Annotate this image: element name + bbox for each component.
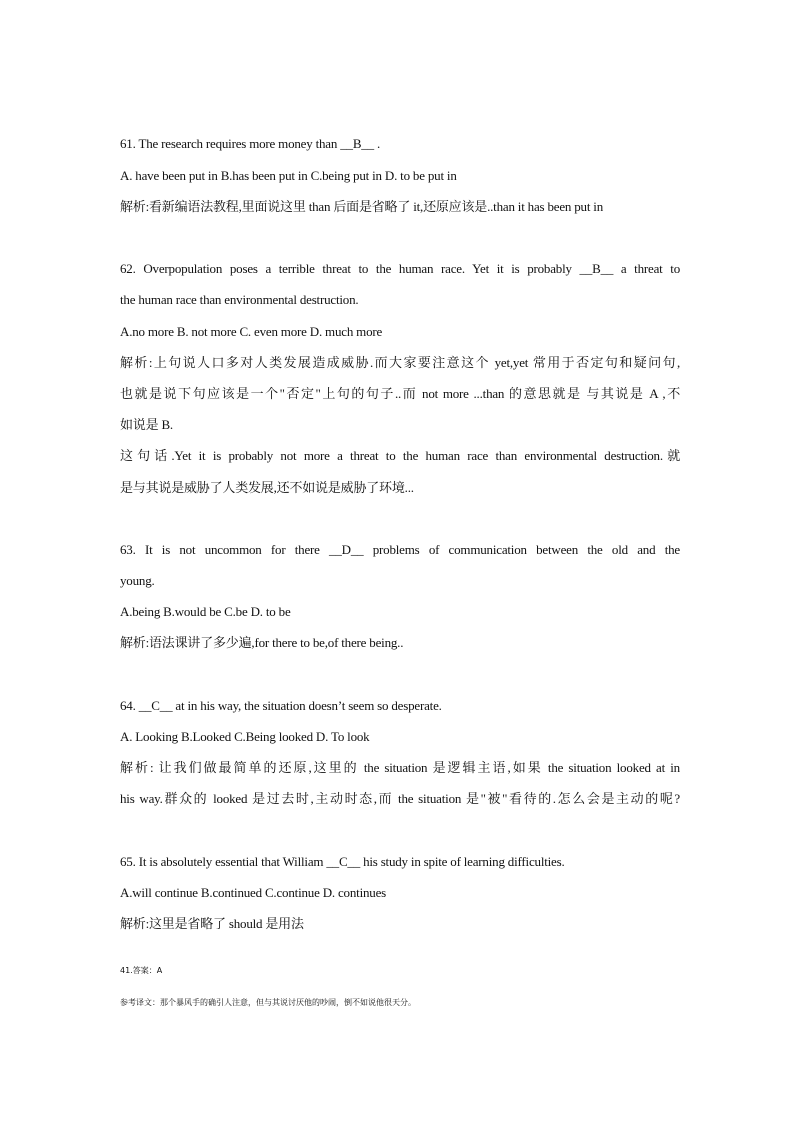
q64-analysis-line2: his way.群众的 looked 是过去时,主动时态,而 the situation 是"被"看待的.怎么会是主动的呢? bbox=[120, 791, 680, 806]
q63-stem-line1: 63. It is not uncommon for there __D__ problems of communication between the old and the bbox=[120, 542, 680, 557]
q62-stem-line2: the human race than environmental destruction. bbox=[120, 292, 359, 307]
q62-stem-line1: 62. Overpopulation poses a terrible threat to the human race. Yet it is probably __B__ a threat to bbox=[120, 261, 680, 276]
q64-options: A. Looking B.Looked C.Being looked D. To look bbox=[120, 729, 370, 744]
q61-options: A. have been put in B.has been put in C.being put in D. to be put in bbox=[120, 168, 457, 183]
q65-analysis: 解析:这里是省略了 should 是用法 bbox=[120, 916, 304, 931]
q64-analysis-line1: 解析: 让我们做最简单的还原,这里的 the situation 是逻辑主语,如果 the situation looked at in bbox=[120, 760, 680, 775]
q62-options: A.no more B. not more C. even more D. much more bbox=[120, 324, 383, 339]
q65-stem: 65. It is absolutely essential that William __C__ his study in spite of learning difficulties. bbox=[120, 854, 565, 869]
q63-options: A.being B.would be C.be D. to be bbox=[120, 604, 291, 619]
q61-analysis: 解析:看新编语法教程,里面说这里 than 后面是省略了 it,还原应该是..than it has been put in bbox=[120, 199, 604, 214]
q63-analysis: 解析:语法课讲了多少遍,for there to be,of there being.. bbox=[120, 635, 404, 650]
q61-stem: 61. The research requires more money than __B__ . bbox=[120, 136, 380, 151]
q63-stem-line2: young. bbox=[120, 573, 155, 588]
q62-analysis-line5: 是与其说是威胁了人类发展,还不如说是威胁了环境... bbox=[120, 480, 414, 495]
q62-analysis-line1: 解析:上句说人口多对人类发展造成威胁.而大家要注意这个 yet,yet 常用于否定句和疑问句, bbox=[120, 355, 680, 370]
q65-options: A.will continue B.continued C.continue D. continues bbox=[120, 885, 387, 900]
q64-stem: 64. __C__ at in his way, the situation doesn’t seem so desperate. bbox=[120, 698, 442, 713]
footer-translation: 参考译文：那个暴风手的确引人注意，但与其说讨厌他的吵闹，倒不如说他很天分。 bbox=[120, 998, 416, 1007]
q62-analysis-line4: 这句话.Yet it is probably not more a threat to the human race than environmental destruction.就 bbox=[120, 448, 680, 463]
q62-analysis-line2: 也就是说下句应该是一个"否定"上句的句子..而 not more ...than 的意思就是 与其说是 A ,不 bbox=[120, 386, 680, 401]
q62-analysis-line3: 如说是 B. bbox=[120, 417, 173, 432]
footer-answer: 41.答案：A bbox=[120, 966, 163, 975]
